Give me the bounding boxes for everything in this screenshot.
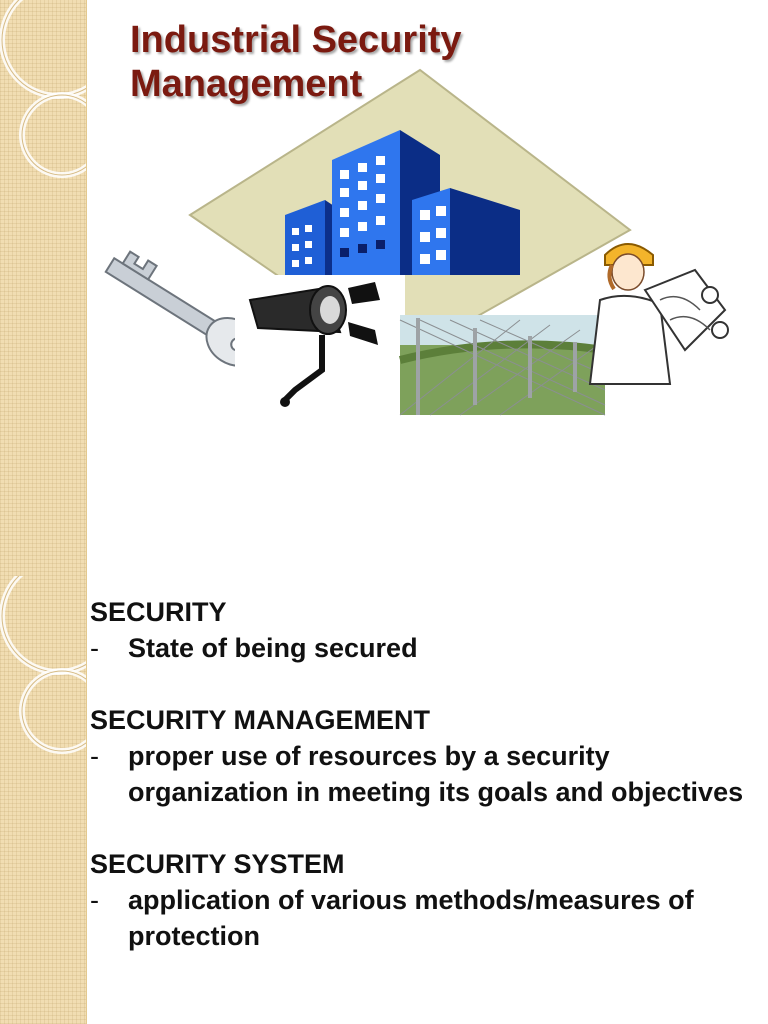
- definitions-list: [90, 594, 750, 954]
- ring-decoration-icon: [0, 576, 86, 1024]
- definition-bullet: [90, 738, 750, 810]
- definition-text: proper use of resources by a security organization in meeting its goals and objectives: [128, 741, 744, 807]
- definition-heading: SECURITY SYSTEM: [90, 849, 345, 879]
- security-illustration: [100, 60, 740, 430]
- ring-decoration-icon: [0, 0, 86, 576]
- definitions-slide: [0, 576, 768, 1024]
- title-line-1: Industrial Security: [130, 19, 462, 61]
- bullet-marker: -: [90, 633, 99, 663]
- definition-text: application of various methods/measures of protection: [128, 885, 694, 951]
- decorative-side-strip: [0, 576, 87, 1024]
- spotlight-icon: [235, 275, 405, 420]
- decorative-side-strip: [0, 0, 87, 576]
- definition-text: State of being secured: [128, 633, 418, 663]
- engineer-icon: [590, 244, 728, 384]
- definition-security-management: [90, 702, 750, 810]
- bullet-marker: -: [90, 741, 99, 771]
- definition-bullet: [90, 882, 750, 954]
- definition-heading: SECURITY MANAGEMENT: [90, 705, 431, 735]
- definition-security-system: [90, 846, 750, 954]
- title-line-2: Management: [130, 63, 363, 105]
- definition-heading: SECURITY: [90, 597, 227, 627]
- definition-bullet: [90, 630, 750, 666]
- bullet-marker: -: [90, 885, 99, 915]
- definition-security: [90, 594, 750, 666]
- fence-icon: [400, 315, 605, 415]
